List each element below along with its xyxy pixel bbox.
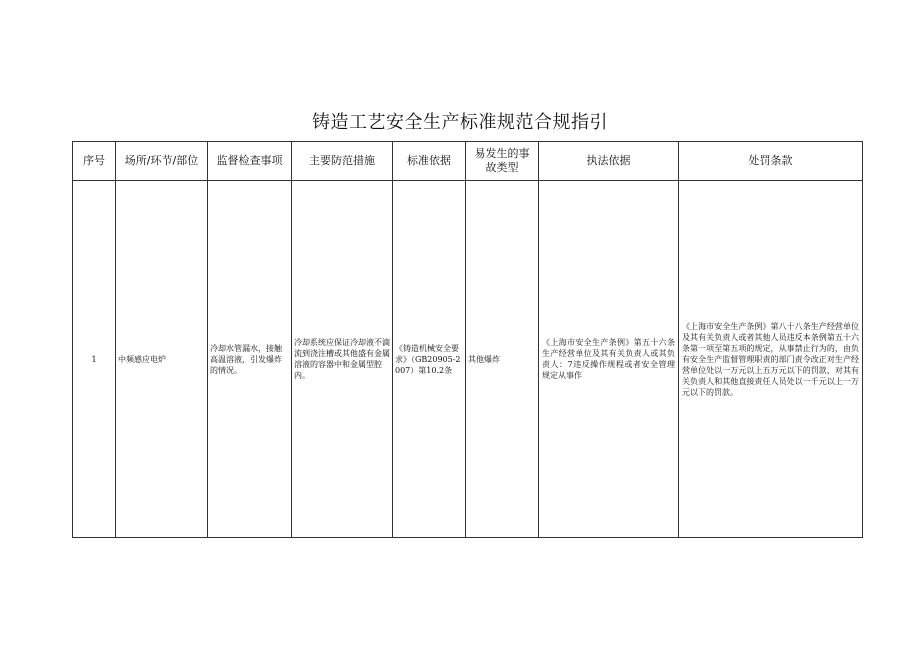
cell-law-text: 《上海市安全生产条例》第五十六条生产经营单位及其有关负责人或其负责人：7违反操作规程或者安全管理规定从事作 [542,338,675,380]
header-law: 执法依据 [539,142,679,181]
table-header-row [73,142,863,181]
table-row [73,181,863,538]
compliance-table [72,141,863,538]
cell-measures-text: 冷却系统应保证冷却液不滴流到浇注槽或其他盛有金属溶液的容器中和金属型腔内。 [294,338,390,380]
header-measures: 主要防范措施 [292,142,393,181]
cell-accident-type-text: 其他爆炸 [468,354,500,364]
header-penalty: 处罚条款 [679,142,863,181]
cell-penalty [679,181,863,538]
cell-location-text: 中频感应电炉 [118,354,166,364]
cell-inspection-text: 冷却水管漏水，接触高温溶液，引发爆炸的情况。 [210,343,282,375]
cell-no: 1 [73,181,116,538]
document-title: 铸造工艺安全生产标准规范合规指引 [312,112,608,133]
cell-law [539,181,679,538]
header-inspection: 监督检查事项 [208,142,292,181]
cell-inspection [208,181,292,538]
cell-standard [393,181,466,538]
cell-measures [292,181,393,538]
cell-accident-type [466,181,539,538]
header-accident-type-label: 易发生的事故类型 [474,147,530,174]
header-accident-type [466,142,539,181]
cell-standard-text: 《铸造机械安全要求》（GB20905-2007）第10.2条 [395,343,461,375]
cell-penalty-text: 《上海市安全生产条例》第八十八条生产经营单位及其有关负责人或者其他人员违反本条例第五十六条第一项至第五项的规定，从事禁止行为的，由负有安全生产监督管理职责的部门责令改正对生产经营单位处以一万元以上五万元以下的罚款，对其有关负责人和其他直接责任人员处以一千元以上一万元以下的罚款。 [682,321,859,397]
header-no: 序号 [73,142,116,181]
header-standard: 标准依据 [393,142,466,181]
cell-location [116,181,208,538]
header-location: 场所/环节/部位 [116,142,208,181]
